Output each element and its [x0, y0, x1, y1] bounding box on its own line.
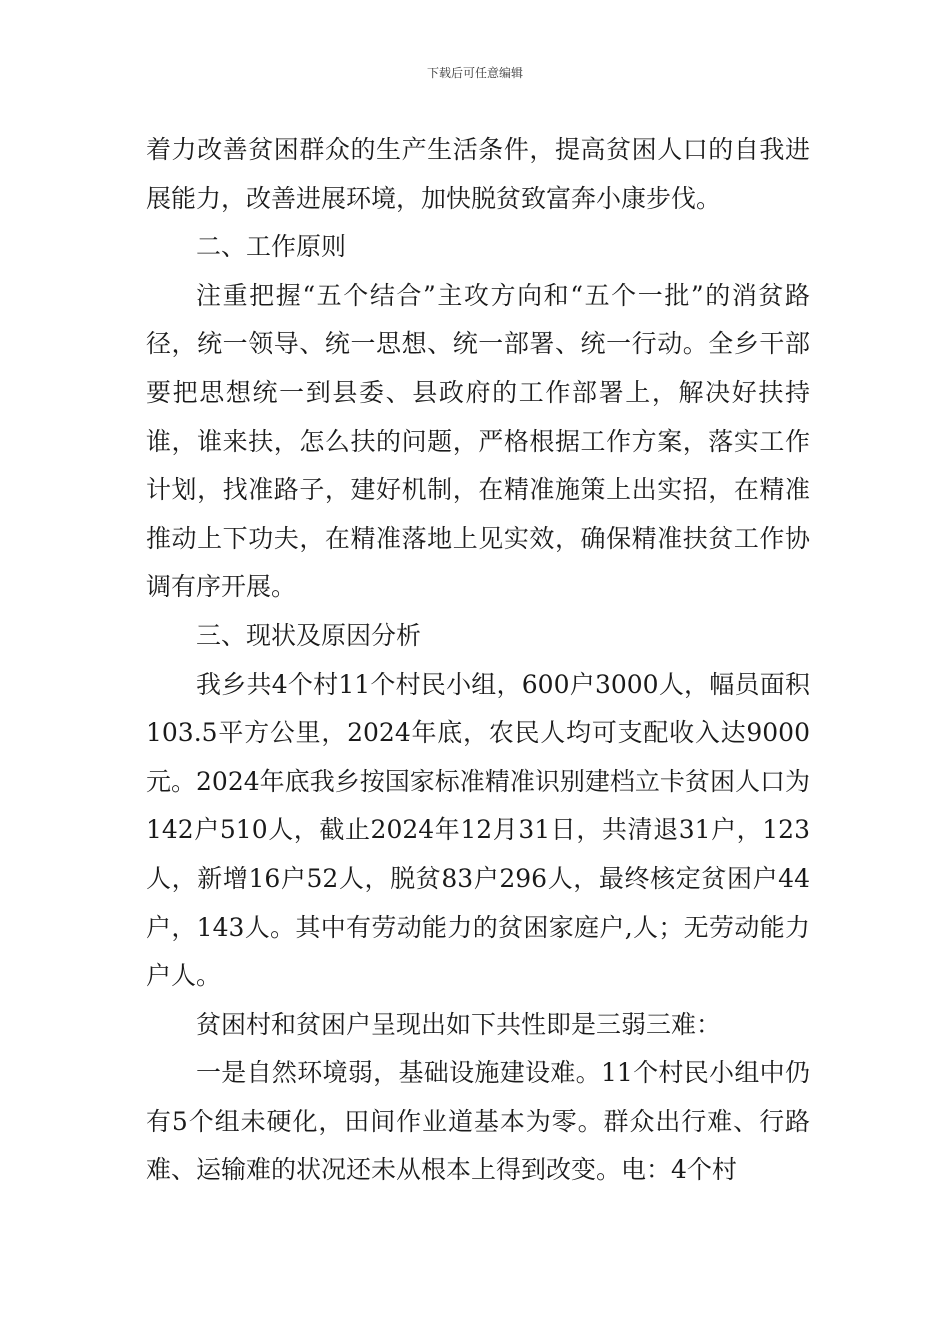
section-heading-status: 三、现状及原因分析 — [196, 620, 422, 650]
paragraph-principles: 注重把握“五个结合”主攻方向和“五个一批”的消贫路径，统一领导、统一思想、统一部署、统一行动。全乡干部要把思想统一到县委、县政府的工作部署上，解决好扶持谁，谁来扶，怎么扶的问题，严格根据工作方案，落实工作计划，找准路子，建好机制，在精准施策上出实招，在精准推动上下功夫，在精准落地上见实效，确保精准扶贫工作协调有序开展。 — [146, 280, 810, 602]
paragraph-point-one: 一是自然环境弱，基础设施建设难。11个村民小组中仍有5个组未硬化，田间作业道基本为零。群众出行难、行路难、运输难的状况还未从根本上得到改变。电：4个村 — [146, 1058, 810, 1185]
paragraph-status: 我乡共4个村11个村民小组，600户3000人，幅员面积103.5平方公里，2024年底，农民人均可支配收入达9000元。2024年底我乡按国家标准精准识别建档立卡贫困人口为142户510人，截止2024年12月31日，共清退31户，123人，新增16户52人，脱贫83户296人，最终核定贫困户44户，143人。其中有劳动能力的贫困家庭户,人；无劳动能力户人。 — [146, 669, 810, 991]
paragraph-continuation: 着力改善贫困群众的生产生活条件，提高贫困人口的自我进展能力，改善进展环境，加快脱贫致富奔小康步伐。 — [146, 135, 810, 213]
page-header: 下载后可任意编辑 — [426, 66, 523, 80]
paragraph-common-traits: 贫困村和贫困户呈现出如下共性即是三弱三难： — [196, 1009, 722, 1039]
section-heading-principles: 二、工作原则 — [196, 232, 347, 262]
document-body — [146, 126, 810, 1195]
